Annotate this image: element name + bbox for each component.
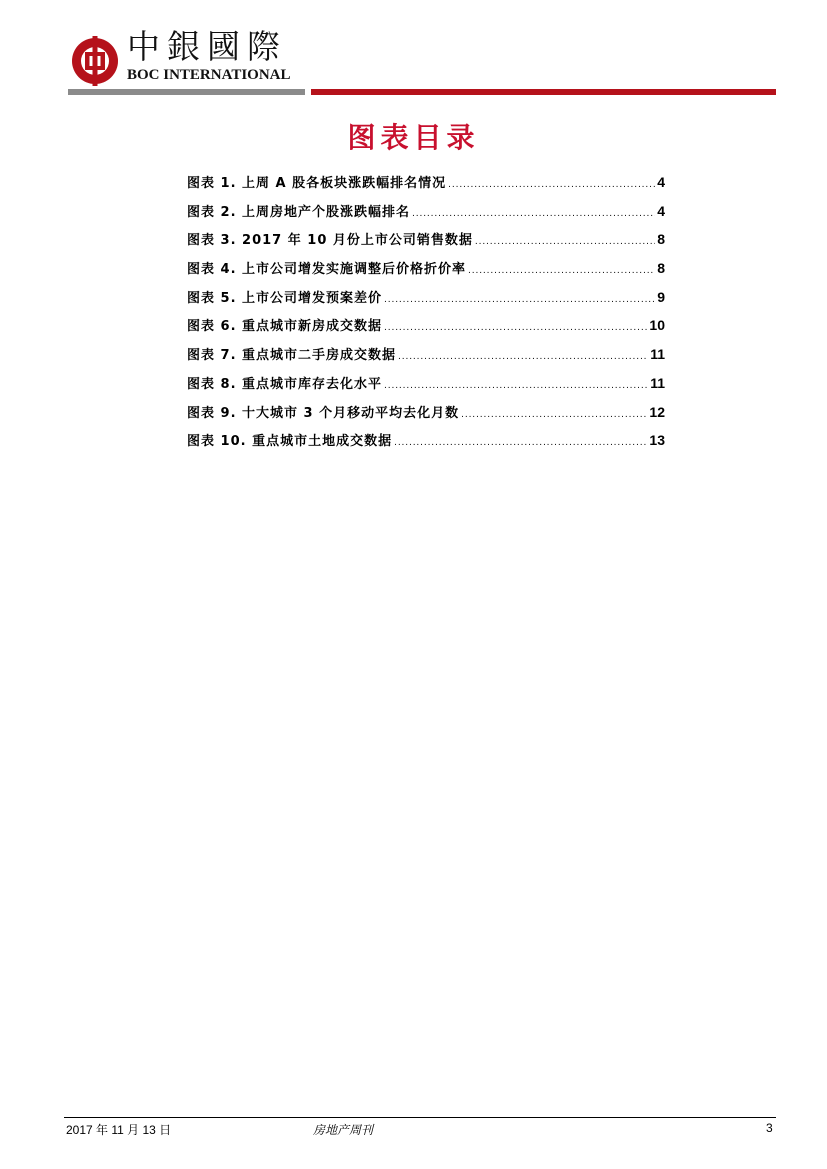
toc-entry-label: 图表 7. 重点城市二手房成交数据 [187,348,397,364]
toc-entry-page: 8 [657,231,665,248]
logo-chinese-name: 中銀國際 [127,27,287,66]
toc-entry[interactable] [187,344,665,373]
toc-dot-leader [475,231,655,252]
footer-date: 2017 年 11 月 13 日 [66,1123,172,1137]
toc-entry-page: 4 [657,202,665,219]
toc-dot-leader [468,260,655,281]
toc-dot-leader [448,174,655,195]
toc-dot-leader [398,346,648,367]
footer-page-number: 3 [766,1121,773,1135]
toc-dot-leader [412,203,655,224]
toc-entry-label: 图表 9. 十大城市 3 个月移动平均去化月数 [187,405,460,421]
toc-entry[interactable] [187,287,665,316]
toc-entry-label: 图表 8. 重点城市库存去化水平 [187,376,383,392]
toc-entry[interactable] [187,373,665,402]
toc-entry-page: 10 [649,317,665,334]
toc-entry-page: 11 [650,374,665,391]
toc-entry-page: 11 [650,346,665,363]
logo-english-name: BOC INTERNATIONAL [127,67,291,83]
toc-entry-page: 8 [657,260,665,277]
page-header [0,0,827,100]
toc-dot-leader [394,432,647,453]
toc-entry-label: 图表 2. 上周房地产个股涨跌幅排名 [187,204,411,220]
header-rule-grey [68,89,305,95]
toc-entry[interactable] [187,229,665,258]
toc-entry[interactable] [187,315,665,344]
toc-dot-leader [384,289,655,310]
toc-entry[interactable] [187,430,665,459]
toc-entry-page: 9 [657,288,665,305]
toc-entry-label: 图表 4. 上市公司增发实施调整后价格折价率 [187,262,467,278]
boc-logo-icon [70,36,120,86]
toc-entry-label: 图表 6. 重点城市新房成交数据 [187,319,383,335]
toc-entry[interactable] [187,172,665,201]
toc-entry[interactable] [187,201,665,230]
toc-entry[interactable] [187,402,665,431]
toc-entry-label: 图表 10. 重点城市土地成交数据 [187,434,393,450]
toc-entry[interactable] [187,258,665,287]
toc-entry-label: 图表 3. 2017 年 10 月份上市公司销售数据 [187,233,473,249]
toc-entry-page: 13 [649,432,665,449]
toc-dot-leader [461,404,647,425]
footer-rule [64,1117,776,1118]
toc-entry-page: 4 [657,174,665,190]
header-rule-red [311,89,776,95]
page-title: 图表目录 [347,121,480,154]
toc-dot-leader [384,375,648,396]
toc-entry-label: 图表 1. 上周 A 股各板块涨跌幅排名情况 [187,176,447,191]
toc-entry-page: 12 [649,403,665,420]
figure-index [187,172,665,459]
footer-report-title: 房地产周刊 [313,1123,374,1137]
toc-dot-leader [384,317,647,338]
toc-entry-label: 图表 5. 上市公司增发预案差价 [187,290,383,306]
